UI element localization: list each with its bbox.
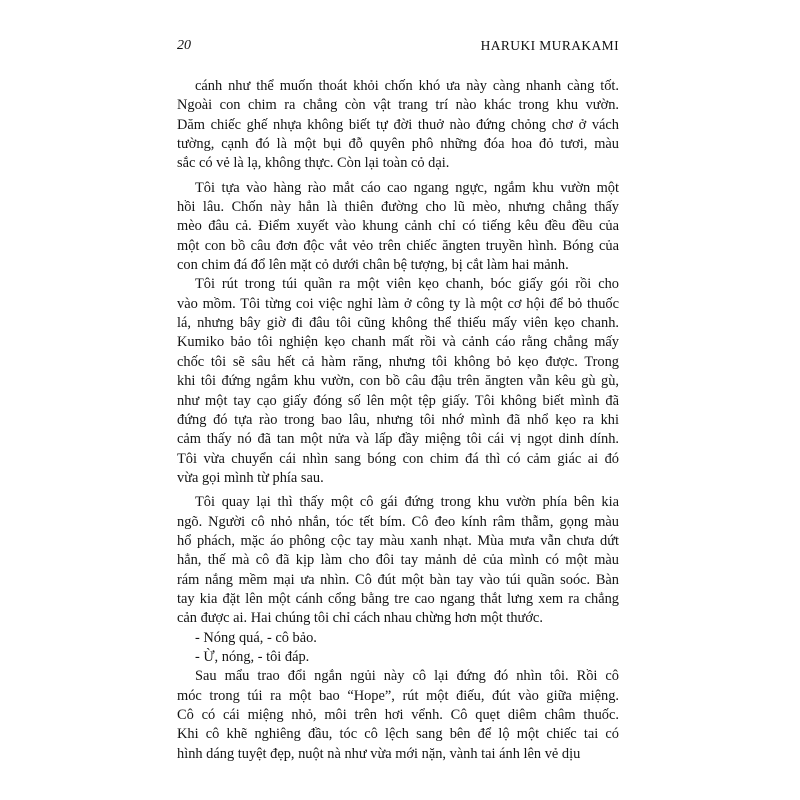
- text-line: lá, nhưng bây giờ đi đâu tôi cũng không thể thiếu mấy viên kẹo chanh.: [177, 315, 619, 332]
- text-line: tường, cạnh đó là một bụi đỗ quyên phô những đóa hoa đỏ tươi, màu: [177, 136, 619, 153]
- text-line: Tôi quay lại thì thấy một cô gái đứng trong khu vườn phía bên kia: [195, 494, 619, 511]
- text-line: móc trong túi ra một bao “Hope”, rút một điếu, đút vào giữa miệng.: [177, 687, 619, 704]
- text-line: vừa gọi mình từ phía sau.: [177, 469, 324, 486]
- text-line: Sau mẩu trao đổi ngắn ngủi này cô lại đứng đó nhìn tôi. Rồi cô: [195, 668, 619, 685]
- page-header: [177, 38, 619, 58]
- paragraph: [177, 179, 619, 276]
- text-line: - Ừ, nóng, - tôi đáp.: [195, 648, 310, 665]
- text-line: Dăm chiếc ghế nhựa không biết tự đời thuở nào đứng chỏng chơ ở vách: [177, 116, 619, 133]
- text-line: vào mồm. Tôi từng coi việc nghỉ làm ở công ty là một cơ hội để bỏ thuốc: [177, 295, 619, 312]
- paragraph: [177, 629, 619, 648]
- text-line: rám nắng mềm mại ưa nhìn. Cô đút một bàn tay vào túi quần soóc. Bàn: [177, 571, 619, 588]
- paragraph: [177, 648, 619, 667]
- text-line: sắc có vẻ là lạ, không thực. Còn lại toàn cỏ dại.: [177, 155, 450, 172]
- text-line: cảm thấy nó đã tan một nửa và lấp đầy miệng tôi cái vị ngọt dinh dính.: [177, 431, 619, 448]
- text-line: tay kia đặt lên một cánh cổng bằng tre cao ngang thắt lưng xem ra chẳng: [177, 590, 619, 607]
- text-line: hình dáng tuyệt đẹp, nuột nà như vừa mới nặn, vành tai ánh lên vẻ dịu: [177, 745, 581, 762]
- text-line: Tôi tựa vào hàng rào mắt cáo cao ngang ngực, ngắm khu vườn một: [195, 179, 619, 196]
- text-line: cánh như thể muốn thoát khỏi chốn khó ưa này càng nhanh càng tốt.: [195, 78, 619, 94]
- text-line: Tôi rút trong túi quần ra một viên kẹo chanh, bóc giấy gói rồi cho: [195, 276, 619, 293]
- text-line: Khi cô khẽ nghiêng đầu, tóc cô lệch sang bên để lộ một chiếc tai có: [177, 726, 619, 743]
- text-line: Tôi vừa chuyển cái nhìn sang bóng con chim đá thì có cảm giác ai đó: [177, 450, 619, 467]
- text-line: đứng đó tựa rào trong bao lâu, nhưng tôi nhớ mình đã nhổ kẹo ra khi: [177, 411, 619, 428]
- paragraph: [177, 77, 619, 174]
- paragraph: [177, 667, 619, 764]
- text-line: như một tay cạo giấy đóng số lên một tệp giấy. Tôi không biết mình đã: [177, 392, 619, 409]
- text-line: Kumiko bảo tôi nghiện kẹo chanh mất rồi và cảnh cáo rằng chẳng mấy: [177, 334, 619, 351]
- body-text: [177, 77, 619, 764]
- text-line: Ngoài con chim ra chẳng còn vật trang trí nào khác trong khu vườn.: [177, 97, 619, 114]
- running-head-author: HARUKI MURAKAMI: [480, 38, 619, 53]
- text-line: mèo đâu cả. Điểm xuyết vào khung cảnh chỉ có tiếng kêu đều đều của: [177, 218, 619, 235]
- text-line: hẳn, thế mà cô đã kịp làm cho đôi tay mảnh dẻ của mình có một màu: [177, 552, 619, 569]
- paragraph: [177, 275, 619, 488]
- text-line: một con bồ câu đơn độc vắt vẻo trên chiếc ăngten truyền hình. Bóng của: [177, 237, 619, 254]
- text-line: ngõ. Người cô nhỏ nhắn, tóc tết bím. Cô đeo kính râm thẫm, gọng màu: [177, 513, 619, 530]
- text-line: khi tôi đứng ngắm khu vườn, con bồ câu đậu trên ăngten vẫn kêu gù gù,: [177, 373, 619, 390]
- text-line: Cô có cái miệng nhỏ, môi trên hơi vểnh. Cô quẹt diêm châm thuốc.: [177, 707, 619, 723]
- paragraph: [177, 493, 619, 628]
- text-line: con chim đá đổ lên mặt cỏ dưới chân bệ tượng, bị cắt làm hai mảnh.: [177, 257, 569, 274]
- text-line: cản được ai. Hai chúng tôi chỉ cách nhau chừng hơn một thước.: [177, 610, 543, 627]
- text-line: - Nóng quá, - cô bảo.: [195, 629, 317, 646]
- text-line: hồi lâu. Chốn này hẳn là thiên đường cho lũ mèo, nhưng chẳng thấy: [177, 199, 619, 216]
- text-line: chốc tôi sẽ sâu hết cả hàm răng, nhưng tôi không bỏ kẹo được. Trong: [177, 353, 619, 370]
- text-line: hổ phách, mặc áo phông cộc tay màu xanh nhạt. Mùa mưa vẫn chưa dứt: [177, 532, 619, 549]
- page-number: 20: [177, 38, 191, 53]
